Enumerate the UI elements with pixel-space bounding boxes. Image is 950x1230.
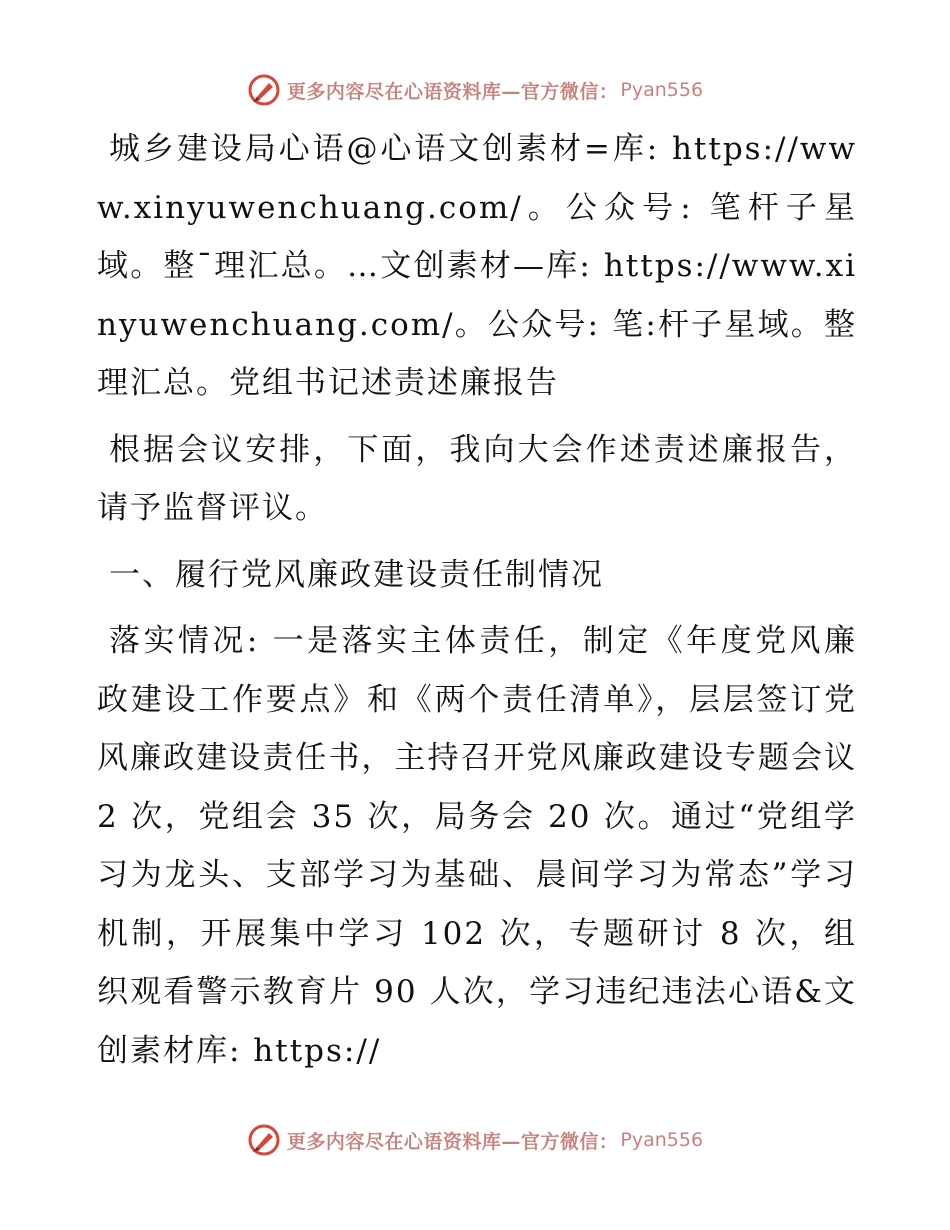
footer-watermark-banner <box>0 1120 950 1160</box>
footer-banner-text: 更多内容尽在心语资料库—官方微信： <box>286 1130 619 1153</box>
pen-nib-logo-icon <box>247 1123 281 1157</box>
footer-banner-brand: Pyan556 <box>620 1129 704 1151</box>
paragraph-intro: 城乡建设局心语@心语文创素材=库: https://www.xinyuwenchuang.com/。公众号: 笔杆子星域。整¯理汇总。…文创素材—库: https://www.xinyuwenchuang.com/。公众号: 笔:杆子星域。整理汇总。党组书记述责述廉报告 <box>97 131 857 401</box>
pen-nib-logo-icon <box>247 73 281 107</box>
header-watermark-banner <box>0 70 950 110</box>
section-heading: 一、履行党风廉政建设责任制情况 <box>109 556 604 593</box>
header-banner-brand: Pyan556 <box>620 79 704 101</box>
paragraph-implementation: 落实情况: 一是落实主体责任，制定《年度党风廉政建设工作要点》和《两个责任清单》，层层签订党风廉政建设责任书，主持召开党风廉政建设专题会议 2 次，党组会 35 次，局务会 20 次。通过“党组学习为龙头、支部学习为基础、晨间学习为常态”学习机制，开展集中学习 102 次，专题研讨 8 次，组织观看警示教育片 90 人次，学习违纪违法心语&文创素材库: https:// <box>97 623 857 1069</box>
document-body <box>97 120 857 1088</box>
paragraph-opening: 根据会议安排，下面，我向大会作述责述廉报告，请予监督评议。 <box>97 431 857 526</box>
header-banner-text: 更多内容尽在心语资料库—官方微信： <box>286 80 619 103</box>
